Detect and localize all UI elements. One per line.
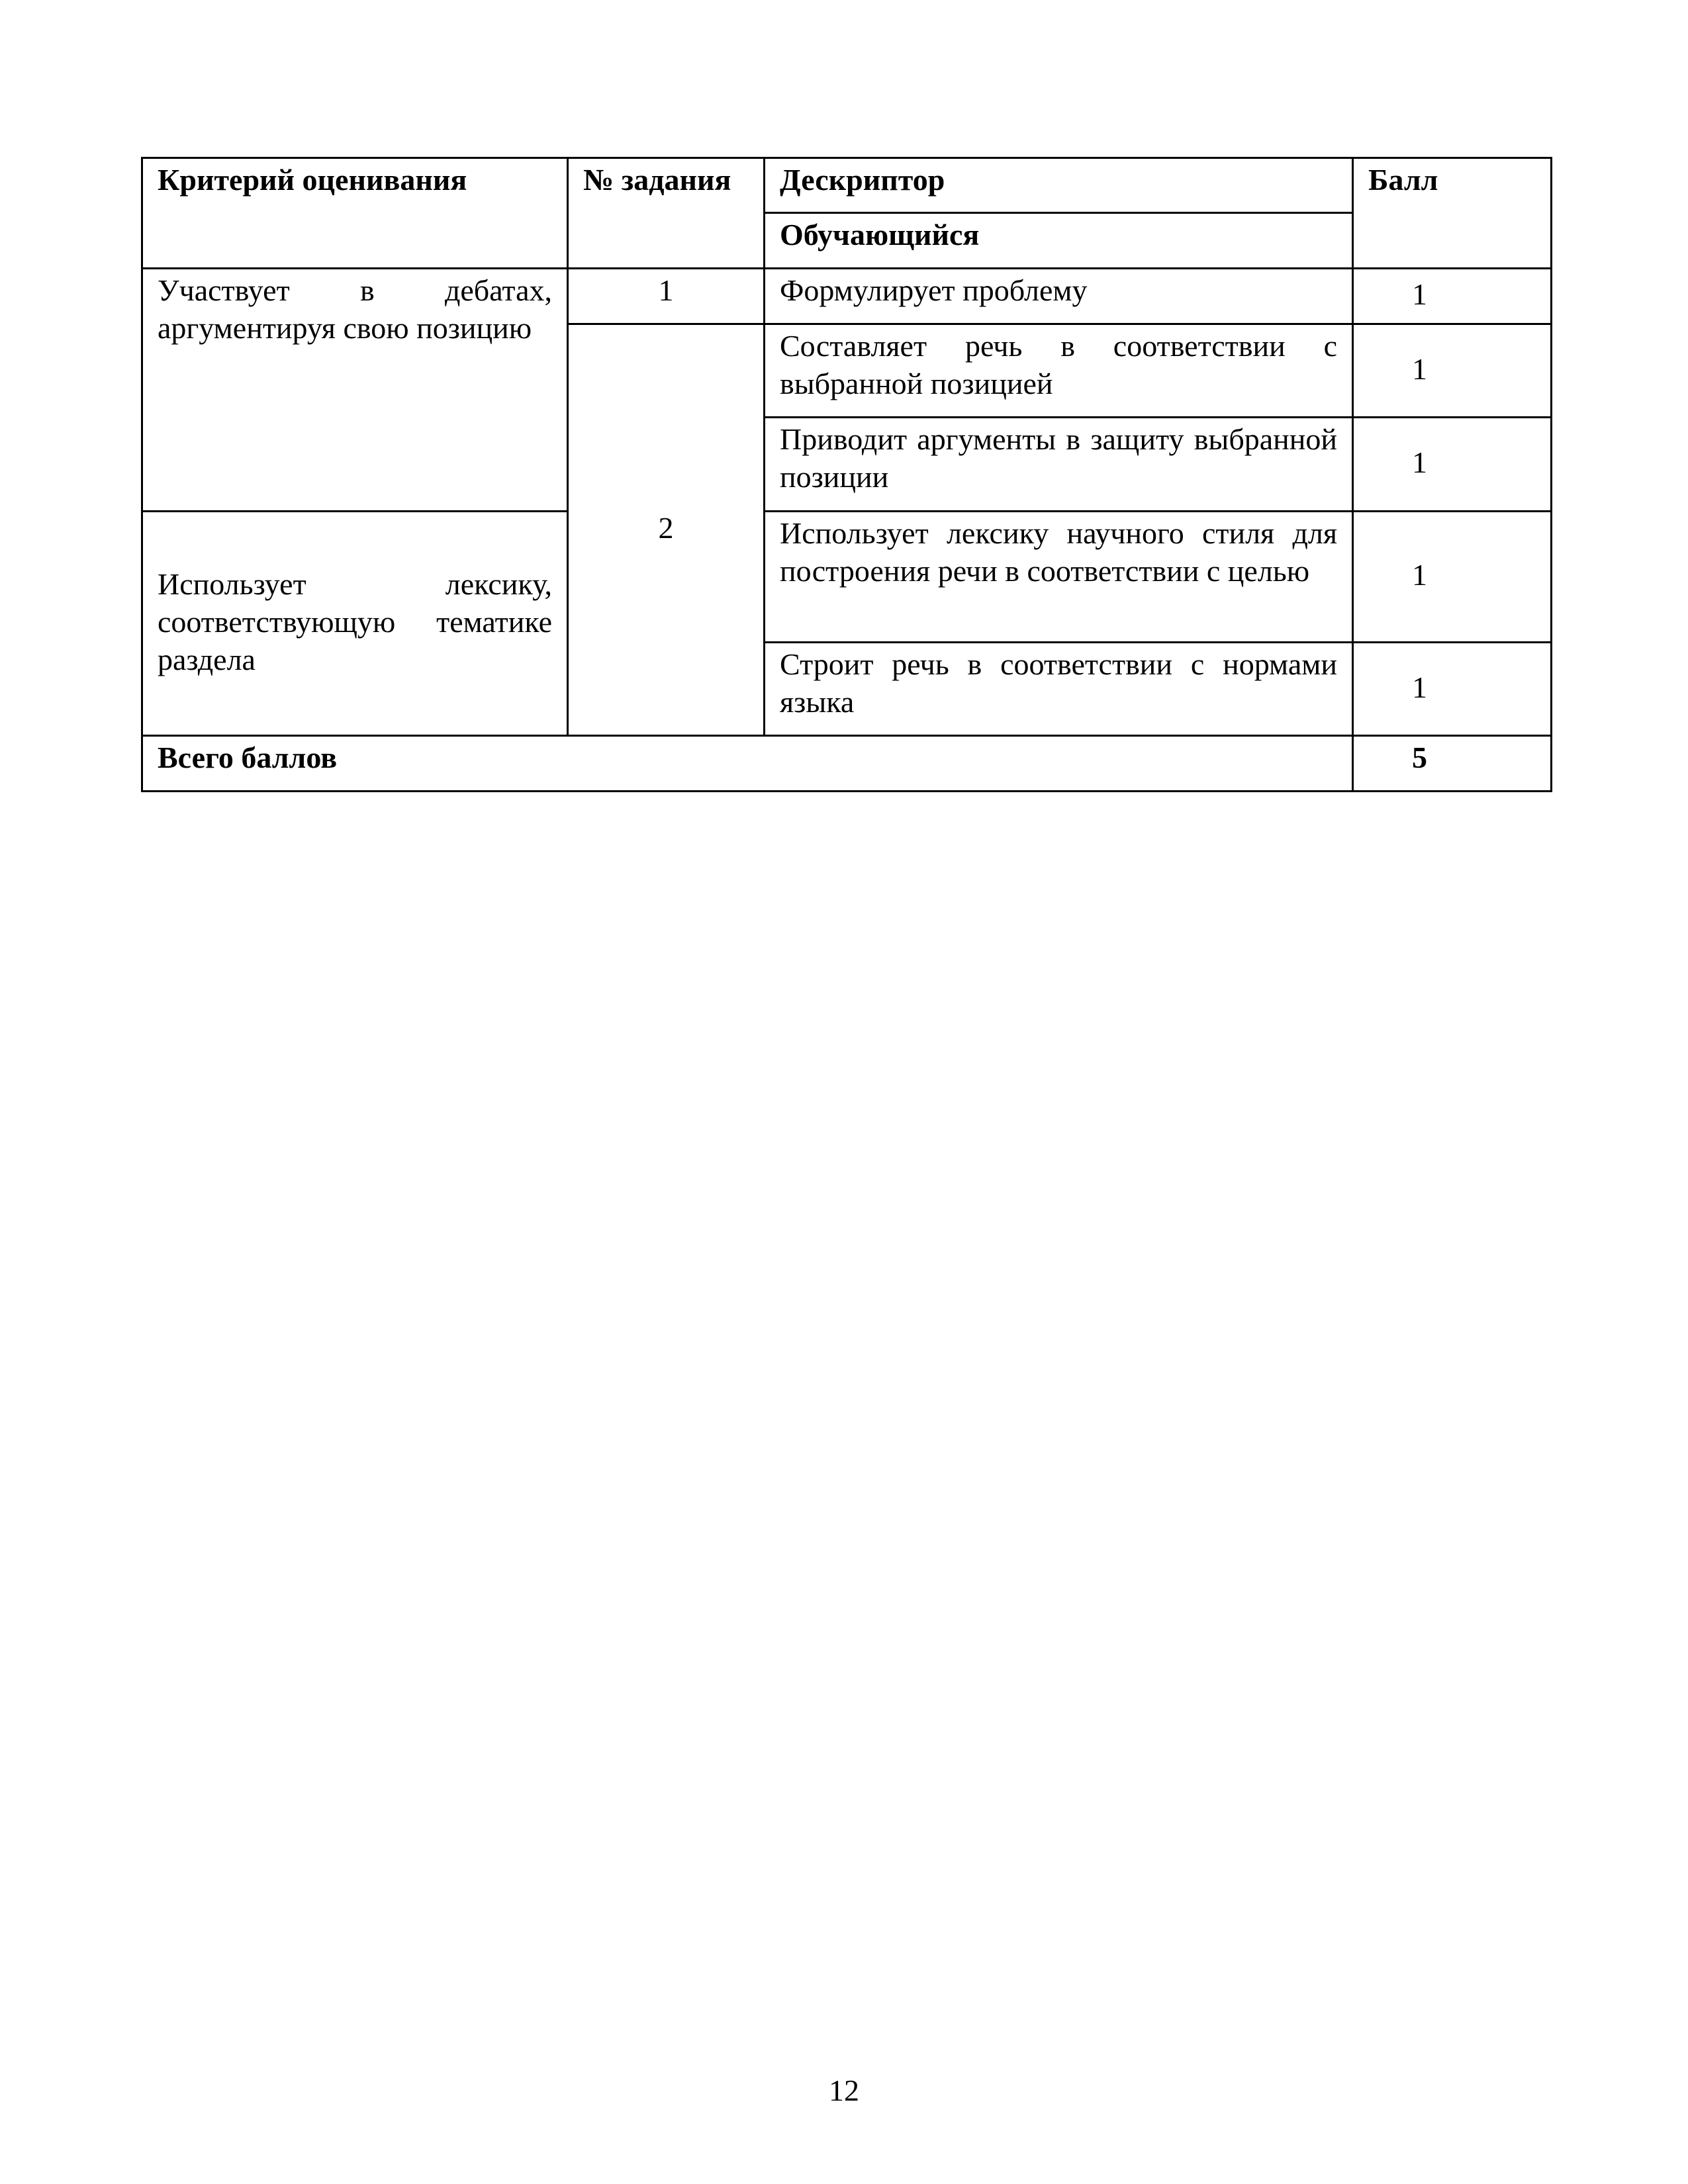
score-4: 1 [1353,512,1552,643]
header-criterion: Критерий оценивания [142,158,568,269]
page-number: 12 [829,2073,859,2107]
task-number-2: 2 [568,324,765,736]
rubric-table [141,157,1552,792]
header-score: Балл [1353,158,1552,269]
descriptor-4: Использует лексику научного стиля для построения речи в соответствии с целью [765,512,1353,643]
descriptor-1: Формулирует проблему [765,269,1353,324]
score-5: 1 [1353,643,1552,736]
task-number-1: 1 [568,269,765,324]
criterion-1: Участвует в дебатах, аргументируя свою позицию [142,269,568,512]
descriptor-5: Строит речь в соответствии с нормами языка [765,643,1353,736]
descriptor-3: Приводит аргументы в защиту выбранной позиции [765,418,1353,512]
header-task-number: № задания [568,158,765,269]
total-value: 5 [1353,736,1552,792]
score-1: 1 [1353,269,1552,324]
score-3: 1 [1353,418,1552,512]
header-descriptor: Дескриптор [765,158,1353,213]
score-2: 1 [1353,324,1552,418]
descriptor-2: Составляет речь в соответствии с выбранной позицией [765,324,1353,418]
total-label: Всего баллов [142,736,1353,792]
criterion-2: Использует лексику, соответствующую тематике раздела [142,512,568,736]
header-descriptor-sub: Обучающийся [765,213,1353,269]
